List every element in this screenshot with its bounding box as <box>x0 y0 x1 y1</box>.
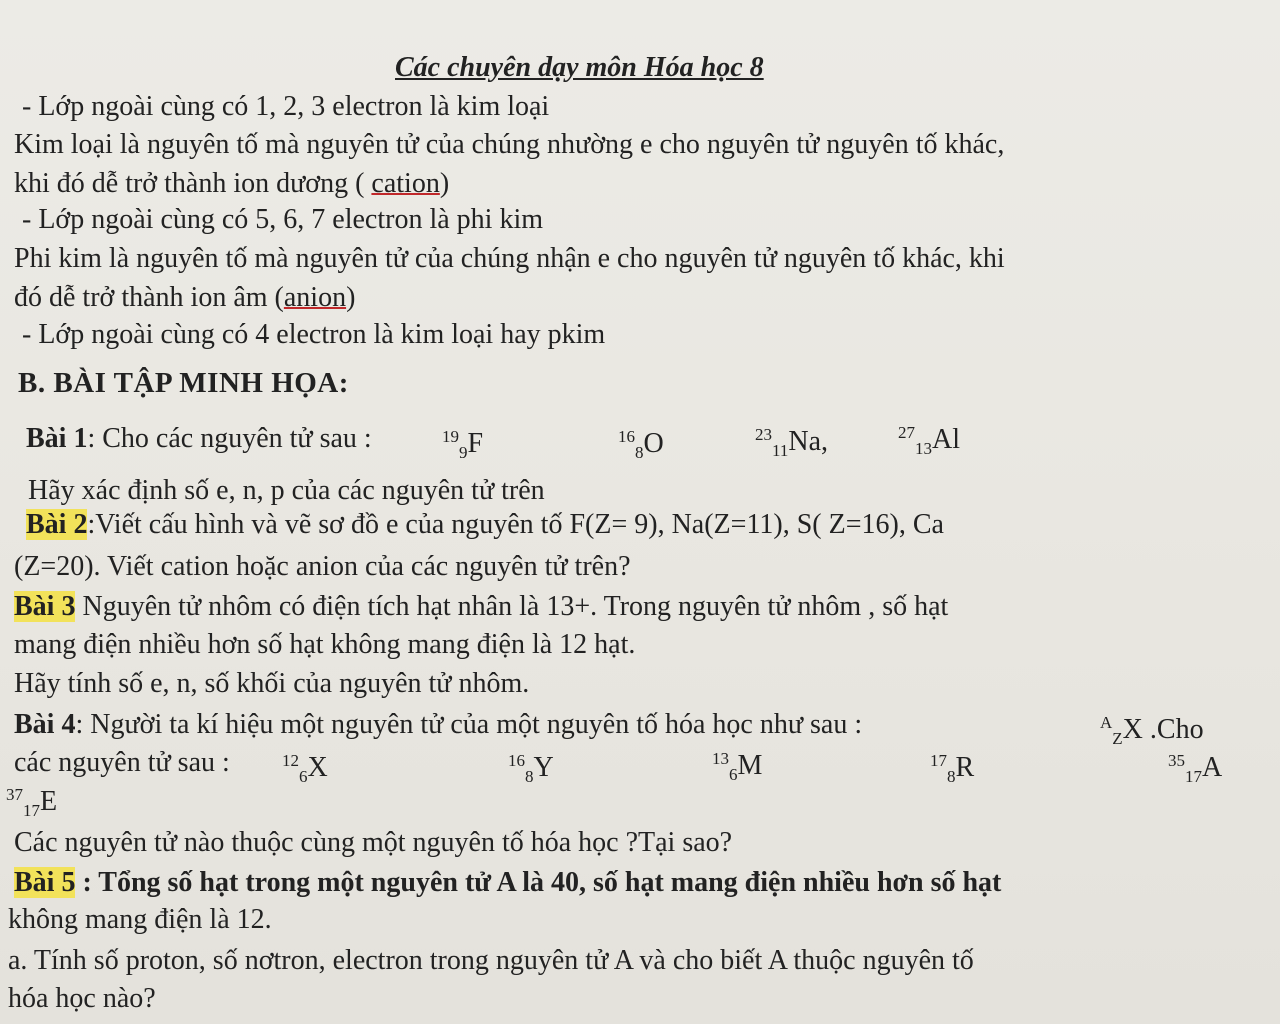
bai4-line-1: Bài 4: Người ta kí hiệu một nguyên tử của một nguyên tố hóa học như sau : <box>14 709 863 740</box>
bai4-question: Các nguyên tử nào thuộc cùng một nguyên tố hóa học ?Tại sao? <box>14 827 733 858</box>
isotope-notation: $^A_Z$X .Cho <box>1100 713 1204 748</box>
isotope-y: $^{16}_8$Y <box>508 751 554 786</box>
bai4-prefix: các nguyên tử sau : <box>14 747 230 778</box>
text-line-2: Kim loại là nguyên tố mà nguyên tử của chúng nhường e cho nguyên tử nguyên tố khác, <box>14 129 1005 160</box>
section-heading: B. BÀI TẬP MINH HỌA: <box>18 367 349 399</box>
isotope-o: $^{16}_8$O <box>618 427 664 462</box>
bai5-line-1: Bài 5 : Tổng số hạt trong một nguyên tử A là 40, số hạt mang điện nhiều hơn số hạt <box>14 867 1002 898</box>
bai2-line-1: Bài 2:Viết cấu hình và vẽ sơ đồ e của nguyên tố F(Z= 9), Na(Z=11), S( Z=16), Ca <box>26 509 944 540</box>
bai2-label: Bài 2 <box>26 509 88 540</box>
isotope-a: $^{35}_{17}$A <box>1168 751 1223 786</box>
bai3-label: Bài 3 <box>14 591 76 622</box>
text-line-3: khi đó dễ trở thành ion dương ( cation) <box>14 168 450 199</box>
bai5-line-2: không mang điện là 12. <box>8 904 272 935</box>
bai5-line-3: a. Tính số proton, số nơtron, electron trong nguyên tử A và cho biết A thuộc nguyên tố <box>8 945 974 976</box>
bai5-line-4: hóa học nào? <box>8 983 156 1014</box>
cation-word: cation <box>371 168 440 199</box>
bai3-line-2: mang điện nhiều hơn số hạt không mang điện là 12 hạt. <box>14 629 636 660</box>
bai1-question: Hãy xác định số e, n, p của các nguyên tử trên <box>28 475 545 506</box>
isotope-e: $^{37}_{17}$E <box>6 785 58 820</box>
isotope-r: $^{17}_8$R <box>930 751 975 786</box>
anion-word: anion <box>283 282 347 313</box>
isotope-f: $^{19}_9$F <box>442 427 484 462</box>
page-title: Các chuyên dạy môn Hóa học 8 <box>395 52 764 83</box>
isotope-x: $^{12}_6$X <box>282 751 328 786</box>
bai3-line-1: Bài 3 Nguyên tử nhôm có điện tích hạt nhân là 13+. Trong nguyên tử nhôm , số hạt <box>14 591 949 622</box>
text-line-7: - Lớp ngoài cùng có 4 electron là kim loại hay pkim <box>22 319 606 350</box>
bai5-label: Bài 5 <box>14 867 76 898</box>
isotope-al: $^{27}_{13}$Al <box>898 423 960 458</box>
isotope-na: $^{23}_{11}$Na, <box>755 425 829 460</box>
bai2-line-2: (Z=20). Viết cation hoặc anion của các nguyên tử trên? <box>14 551 631 582</box>
text-line-1: - Lớp ngoài cùng có 1, 2, 3 electron là kim loại <box>22 91 550 122</box>
text-line-6: đó dễ trở thành ion âm (anion) <box>14 282 356 313</box>
bai1-line: Bài 1: Cho các nguyên tử sau : <box>26 423 372 454</box>
text-line-5: Phi kim là nguyên tố mà nguyên tử của chúng nhận e cho nguyên tử nguyên tố khác, khi <box>14 243 1005 274</box>
bai3-line-3: Hãy tính số e, n, số khối của nguyên tử nhôm. <box>14 668 530 699</box>
text-line-4: - Lớp ngoài cùng có 5, 6, 7 electron là phi kim <box>22 204 544 235</box>
isotope-m: $^{13}_6$M <box>712 749 763 784</box>
